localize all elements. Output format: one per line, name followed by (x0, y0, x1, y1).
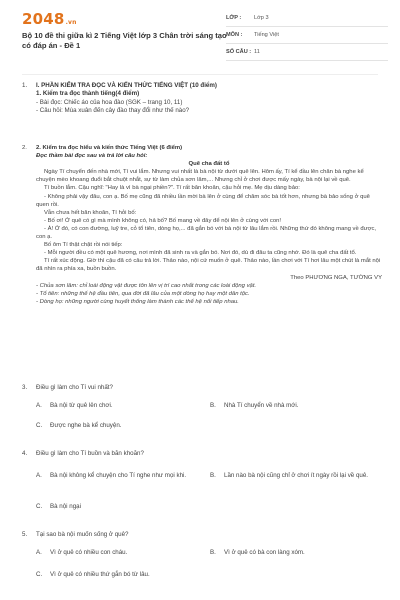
section-subtitle: 1. Kiểm tra đọc thành tiếng(4 điểm) (36, 90, 140, 98)
meta-table (226, 10, 388, 61)
instruction: Đọc thầm bài đọc sau và trả lời câu hỏi: (36, 153, 148, 160)
option-text: Bà nội từ quê lên chơi. (50, 402, 113, 409)
logo-main: 2048 (22, 10, 65, 28)
story-paragraph: Tí buồn lắm. Cậu nghĩ: "Hay là vì bà ngại phiền?". Tí rất băn khoăn, cậu hỏi mẹ. Mẹ dịu dàng bảo: (44, 185, 300, 192)
question-number: 1. (22, 82, 28, 89)
question-number: 3. (22, 384, 28, 391)
question-number: 4. (22, 450, 28, 457)
option-letter: A. (36, 402, 42, 409)
question-3 (22, 384, 382, 394)
meta-key: SỐ CÂU : (226, 49, 252, 55)
section-title: 2. Kiểm tra đọc hiểu và kiến thức Tiếng Việt (6 điểm) (36, 145, 183, 151)
option-c[interactable] (36, 571, 236, 579)
option-b[interactable] (210, 402, 380, 410)
option-letter: C. (36, 571, 43, 578)
story-author: Theo PHƯƠNG NGA, TƯỜNG VY (290, 274, 382, 281)
meta-row-grade (226, 10, 388, 27)
option-a[interactable] (36, 467, 196, 485)
reading-question: - Câu hỏi: Mùa xuân đến cây đào thay đổi như thế nào? (36, 107, 190, 115)
option-text: Nhà Tí chuyển về nhà mới. (224, 402, 299, 409)
question-4 (22, 450, 382, 460)
question-text: Tại sao bà nội muốn sống ở quê? (36, 531, 129, 538)
glossary-note: - Tổ tiên: những thế hệ đầu tiên, qua đời đã lâu của một dòng họ hay một dân tộc. (36, 290, 250, 297)
option-c[interactable] (36, 422, 206, 430)
story-paragraph: - Không phải vậy đâu, con ạ. Bố mẹ cũng đã nhiều lần mời bà lên ở cùng để chăm sóc bà tốt hơn, nhưng bà bảo sống ở quê quen rồi. (36, 193, 370, 208)
option-a[interactable] (36, 402, 206, 410)
story-title: Quê cha đất tổ (188, 161, 230, 168)
option-text: Lần nào bà nội cũng chỉ ở chơi ít ngày rồi lại về quê. (224, 471, 368, 479)
story-paragraph: Tí rất xúc động. Giờ thì cậu đã có câu trả lời. Thảo nào, nội cứ muốn ở quê. Thảo nào, lần chơi với Tí hơi lâu một chút là mắt nội đã nhìn ra phía xa, buồn buồn. (36, 258, 381, 273)
option-letter: B. (210, 471, 216, 479)
option-letter: C. (36, 422, 43, 429)
option-text: Vì ở quê có nhiều con cháu. (50, 549, 128, 556)
story-paragraph: - Bố ơi! Ở quê có gì mà mình không có, hả bố? Bố mang về đây để nội lên ở cùng với con! (44, 217, 282, 224)
header-divider (22, 74, 378, 75)
story-paragraph: - Mỗi người đều có một quê hương, nơi mình đã sinh ra và gắn bó. Nơi đó, dù đi đâu ta cũng nhớ. Đó là quê cha đất tổ. (44, 250, 357, 257)
meta-row-subject (226, 27, 388, 44)
question-number: 5. (22, 531, 28, 538)
option-letter: B. (210, 402, 216, 409)
option-letter: A. (36, 471, 42, 479)
option-letter: B. (210, 549, 216, 556)
question-3-options (36, 402, 384, 436)
question-5-options (36, 549, 384, 589)
story-paragraph: - À! Ở đó, có con đường, luỹ tre, cỏ tổ tiên, dòng họ,... đã gắn bó với bà nội từ lâu lắm rồi. Những thứ đó không mang về được, con ạ. (36, 225, 377, 241)
meta-key: MÔN : (226, 32, 243, 38)
question-5 (22, 531, 382, 541)
site-logo[interactable] (22, 10, 77, 28)
section-title: I. PHẦN KIỂM TRA ĐỌC VÀ KIẾN THỨC TIẾNG VIỆT (10 điểm) (36, 82, 217, 89)
meta-row-count (226, 44, 388, 61)
option-letter: C. (36, 503, 43, 510)
story-paragraph: Ngày Tí chuyển đến nhà mới, Tí vui lắm. Nhưng vui nhất là bà nội từ dưới quê lên. Hôm ấy, Tí kể đầu lên chăn bà nghe kể chuyện mèo khoang đuổi bắt chuột nhắt, sự từ làm chủa sơn lâm,... Nhưng chỉ ở chơi được mấy ngày, bà nội lại về quê. (36, 169, 364, 184)
option-a[interactable] (36, 549, 206, 557)
question-1 (22, 82, 382, 124)
option-c[interactable] (36, 503, 196, 511)
question-text: Điều gì làm cho Tí buồn và băn khoăn? (36, 450, 144, 457)
question-text: Điều gì làm cho Tí vui nhất? (36, 384, 113, 391)
meta-value: Tiếng Việt (254, 32, 279, 38)
glossary-note: - Dòng họ: những người cùng huyết thống làm thành các thế hệ nối tiếp nhau. (36, 298, 239, 305)
option-b[interactable] (210, 549, 380, 557)
option-text: Vì ở quê có bà con làng xóm. (224, 549, 305, 556)
page-header (0, 0, 400, 66)
story-paragraph: Bố ôm Tí thật chặt rồi nói tiếp: (44, 242, 123, 249)
option-text: Vì ở quê có nhiều thứ gắn bó từ lâu. (50, 571, 150, 578)
option-text: Được nghe bà kể chuyện. (50, 422, 122, 429)
question-4-options (36, 467, 384, 519)
question-body (36, 144, 382, 306)
option-text: Bà nội ngại (50, 503, 81, 510)
meta-value: 11 (254, 49, 260, 55)
question-body (36, 82, 382, 116)
question-2 (22, 144, 382, 368)
option-b[interactable] (210, 467, 370, 485)
question-number: 2. (22, 145, 27, 151)
meta-key: LỚP : (226, 15, 242, 21)
story-paragraph: Vẫn chưa hết băn khoăn, Tí hỏi bố: (44, 209, 137, 216)
option-text: Bà nội không kể chuyện cho Tí nghe như mọi khi. (50, 471, 187, 479)
reading-line: - Bài đọc: Chiếc áo của hoa đào (SGK – trang 10, 11) (36, 98, 183, 106)
option-letter: A. (36, 549, 42, 556)
document-title: Bộ 10 đề thi giữa kì 2 Tiếng Việt lớp 3 Chân trời sáng tạo có đáp án - Đề 1 (22, 31, 227, 50)
glossary-note: - Chủa sơn lâm: chỉ loài động vật được tôn lên vị trí cao nhất trong các loài động vật. (36, 282, 257, 289)
meta-value: Lớp 3 (254, 15, 269, 21)
logo-sub: .vn (65, 19, 77, 26)
